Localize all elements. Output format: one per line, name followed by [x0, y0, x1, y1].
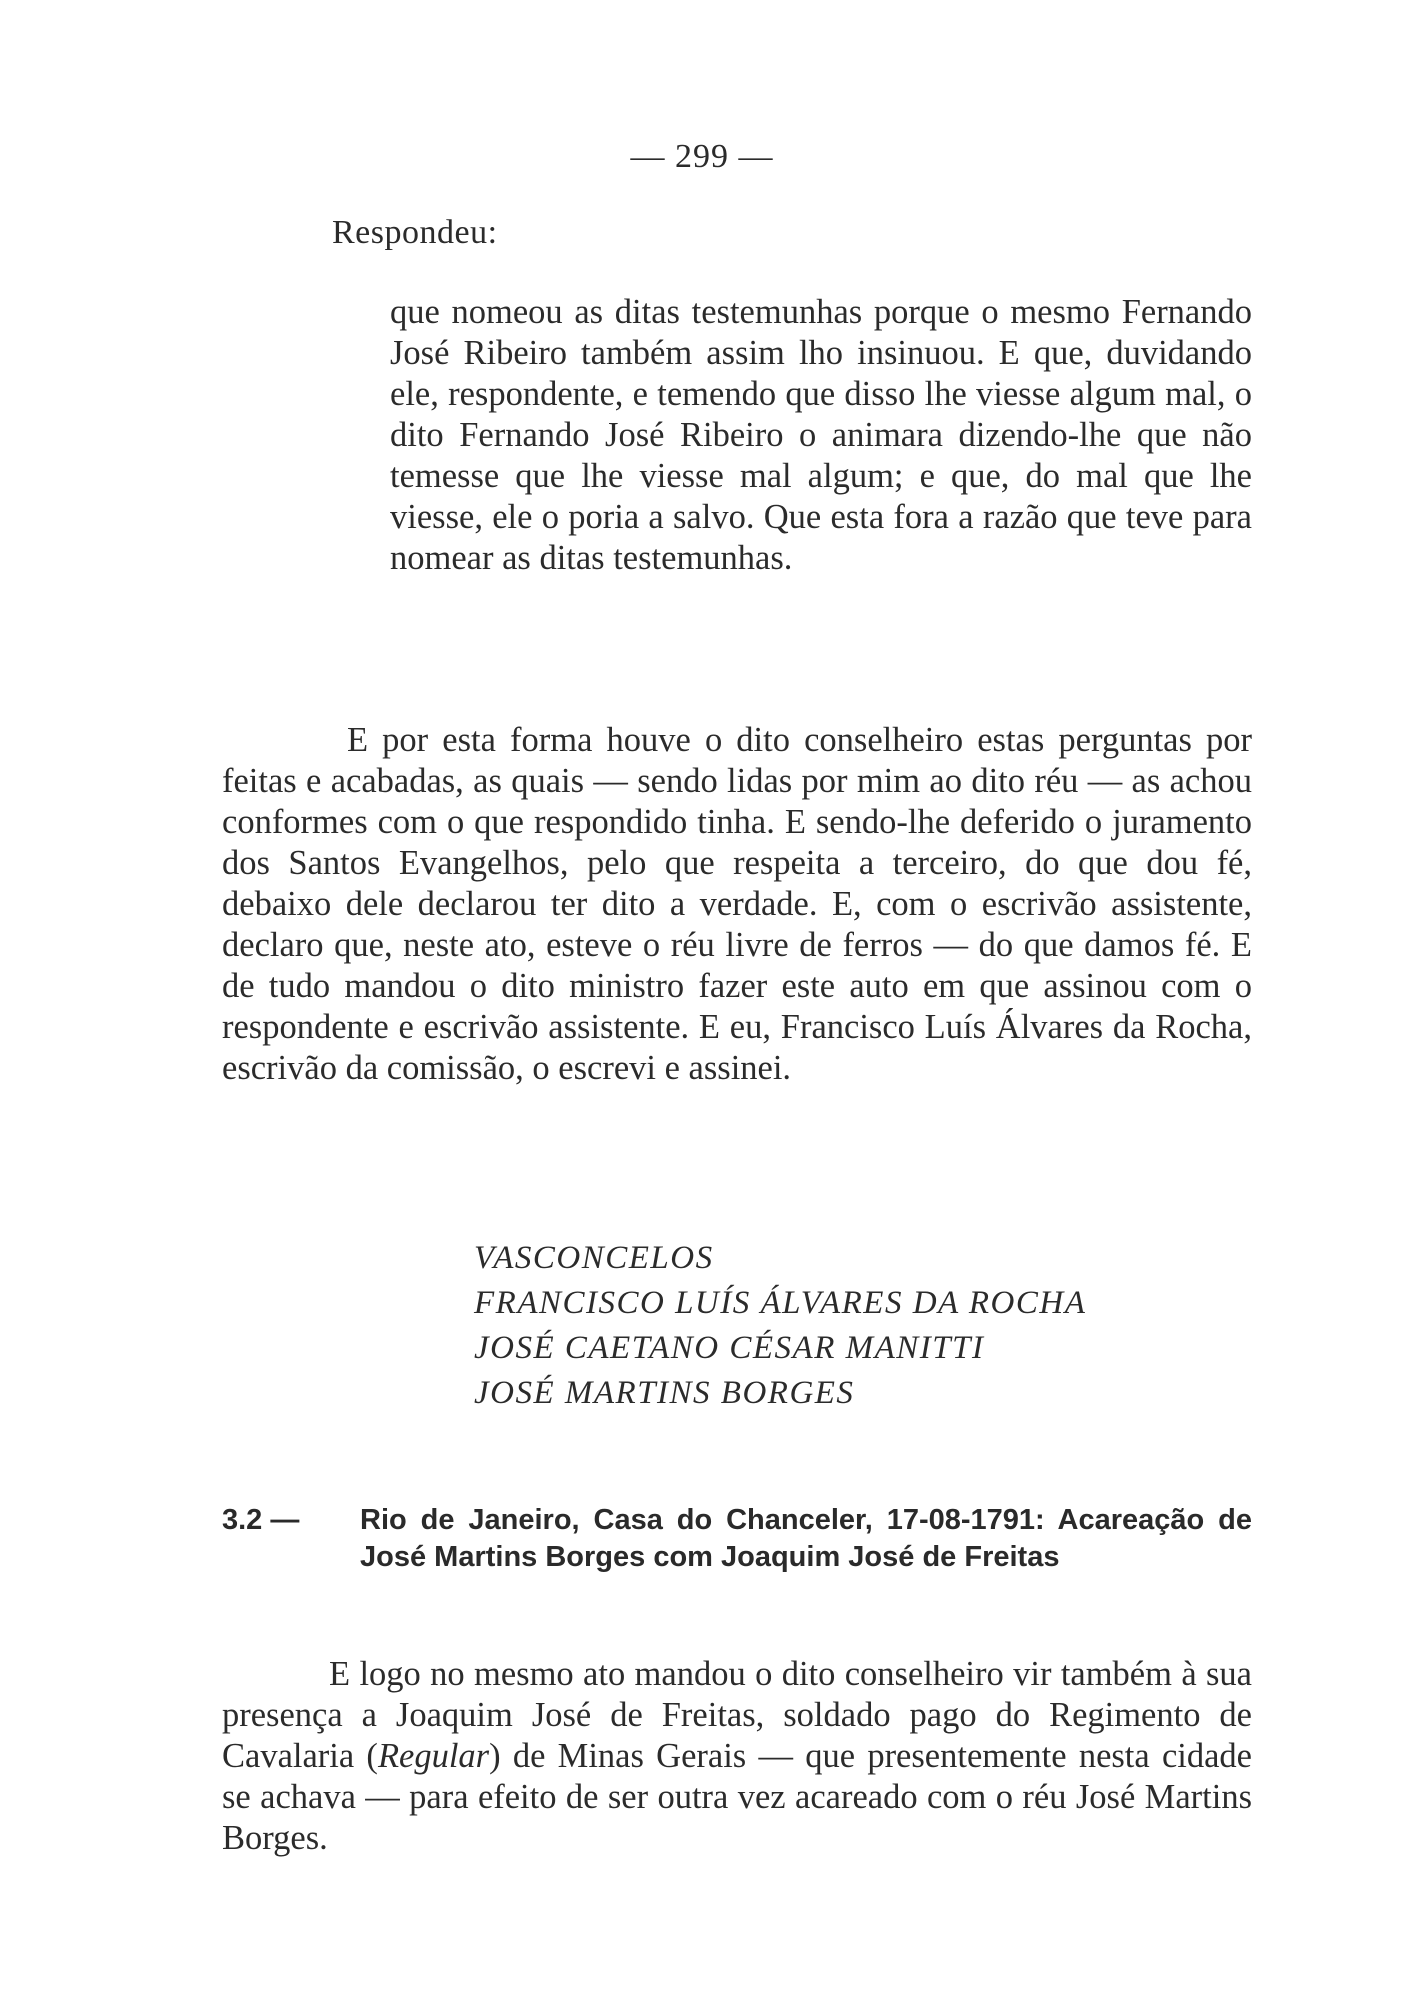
section-paragraph	[222, 1654, 1252, 1859]
answer-text: que nomeou as ditas testemunhas porque o mesmo Fernando José Ribeiro também assim lho insinuou. E que, duvidando ele, respondente, e temendo que disso lhe viesse algum mal, o dito Fernando José Ribeiro o animara dizendo-lhe que não temesse que lhe viesse mal algum; e que, do mal que lhe viesse, ele o poria a salvo. Que esta fora a razão que teve para nomear as ditas testemunhas.	[390, 293, 1252, 577]
section-paragraph-text: E logo no mesmo ato mandou o dito conselheiro vir também à sua presença a Joaquim José de Freitas, soldado pago do Regimento de Cavalaria (	[222, 1655, 1252, 1775]
answer-label: Respondeu:	[332, 214, 498, 251]
section-number: 3.2 —	[222, 1504, 300, 1536]
signature-line: JOSÉ MARTINS BORGES	[474, 1375, 855, 1411]
page-number: — 299 —	[630, 138, 774, 175]
signature-line: VASCONCELOS	[474, 1240, 714, 1276]
signatures	[474, 1236, 1086, 1416]
section-paragraph-italic: Regular	[377, 1737, 490, 1775]
section-title: Rio de Janeiro, Casa do Chanceler, 17-08-1791: Acareação de José Martins Borges com Joaquim José de Freitas	[360, 1504, 1252, 1573]
signature-line: FRANCISCO LUÍS ÁLVARES DA ROCHA	[474, 1285, 1087, 1321]
closing-paragraph: E por esta forma houve o dito conselheiro estas perguntas por feitas e acabadas, as quais — sendo lidas por mim ao dito réu — as achou conformes com o que respondido tinha. E sendo-lhe deferido o juramento dos Santos Evangelhos, pelo que respeita a terceiro, do que dou fé, debaixo dele declarou ter dito a verdade. E, com o escrivão assistente, declaro que, neste ato, esteve o réu livre de ferros — do que damos fé. E de tudo mandou o dito ministro fazer este auto em que assinou com o respondente e escrivão assistente. E eu, Francisco Luís Álvares da Rocha, escrivão da comissão, o escrevi e assinei.	[222, 721, 1252, 1087]
signature-line: JOSÉ CAETANO CÉSAR MANITTI	[474, 1330, 985, 1366]
section-paragraph-text-end: ) de Minas Gerais — que presentemente nesta cidade se achava — para efeito de ser outra vez acareado com o réu José Martins Borges.	[222, 1737, 1252, 1857]
section-heading	[222, 1502, 1252, 1576]
